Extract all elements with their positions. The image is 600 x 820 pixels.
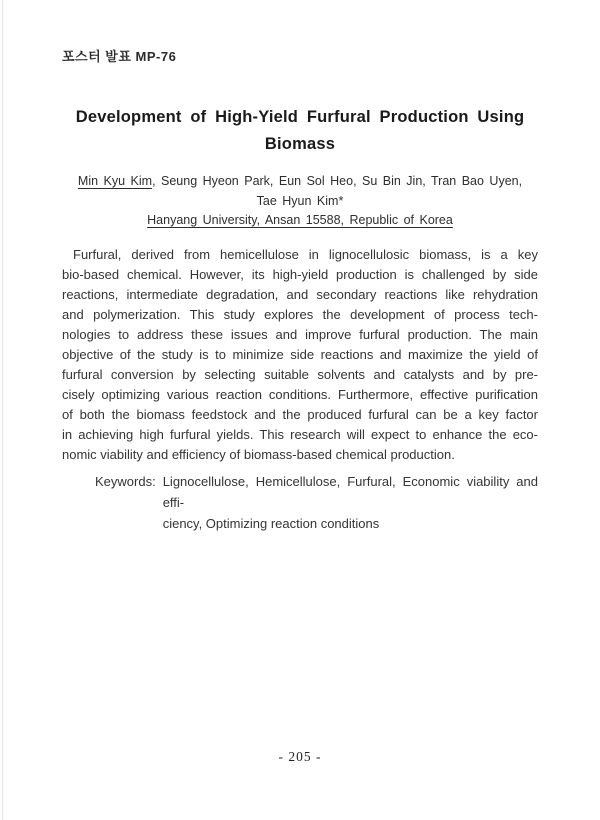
abstract-line: objective of the study is to minimize side reactions and maximize the yield of <box>62 346 538 362</box>
affiliation: Hanyang University, Ansan 15588, Republic of Korea <box>147 213 453 227</box>
keywords-block <box>95 471 538 534</box>
poster-session-label: 포스터 발표 MP-76 <box>62 49 177 64</box>
keywords-label: Keywords: <box>95 473 156 489</box>
paper-title-line2: Biomass <box>264 135 336 153</box>
abstract-line: and polymerization. This study explores the development of process tech- <box>62 306 538 322</box>
abstract-line: Furfural, derived from hemicellulose in lignocellulosic biomass, is a key <box>73 246 538 262</box>
author-line1 <box>62 172 538 192</box>
abstract-body <box>62 245 538 465</box>
abstract-content <box>62 104 538 534</box>
author-line2: Tae Hyun Kim* <box>256 193 344 208</box>
scan-edge-line <box>2 0 3 820</box>
paper-title-line1: Development of High-Yield Furfural Production Using <box>75 108 525 126</box>
keywords-line1: Lignocellulose, Hemicellulose, Furfural, Economic viability and effi- <box>162 473 538 510</box>
abstract-line: furfural conversion by selecting suitable solvents and catalysts and by pre- <box>62 366 538 382</box>
paper-title <box>62 104 538 158</box>
abstract-line: bio-based chemical. However, its high-yield production is challenged by side <box>62 266 538 282</box>
abstract-line: nomic viability and efficiency of biomass-based chemical production. <box>62 446 455 462</box>
abstract-line: cisely optimizing various reaction conditions. Furthermore, effective purification <box>62 386 538 402</box>
first-author: Min Kyu Kim <box>77 174 153 188</box>
keywords-line2: ciency, Optimizing reaction conditions <box>162 515 380 531</box>
page-number: - 205 - <box>278 749 322 764</box>
abstract-line: in achieving high furfural yields. This research will expect to enhance the eco- <box>62 426 538 442</box>
abstract-line: nologies to address these issues and improve furfural production. The main <box>62 326 538 342</box>
abstract-line: of both the biomass feedstock and the produced furfural can be a key factor <box>62 406 538 422</box>
author-block <box>62 172 538 231</box>
keywords-text <box>163 471 538 534</box>
author-line1-rest: , Seung Hyeon Park, Eun Sol Heo, Su Bin Jin, Tran Bao Uyen, <box>152 174 523 188</box>
abstract-line: reactions, intermediate degradation, and secondary reactions like rehydration <box>62 286 538 302</box>
